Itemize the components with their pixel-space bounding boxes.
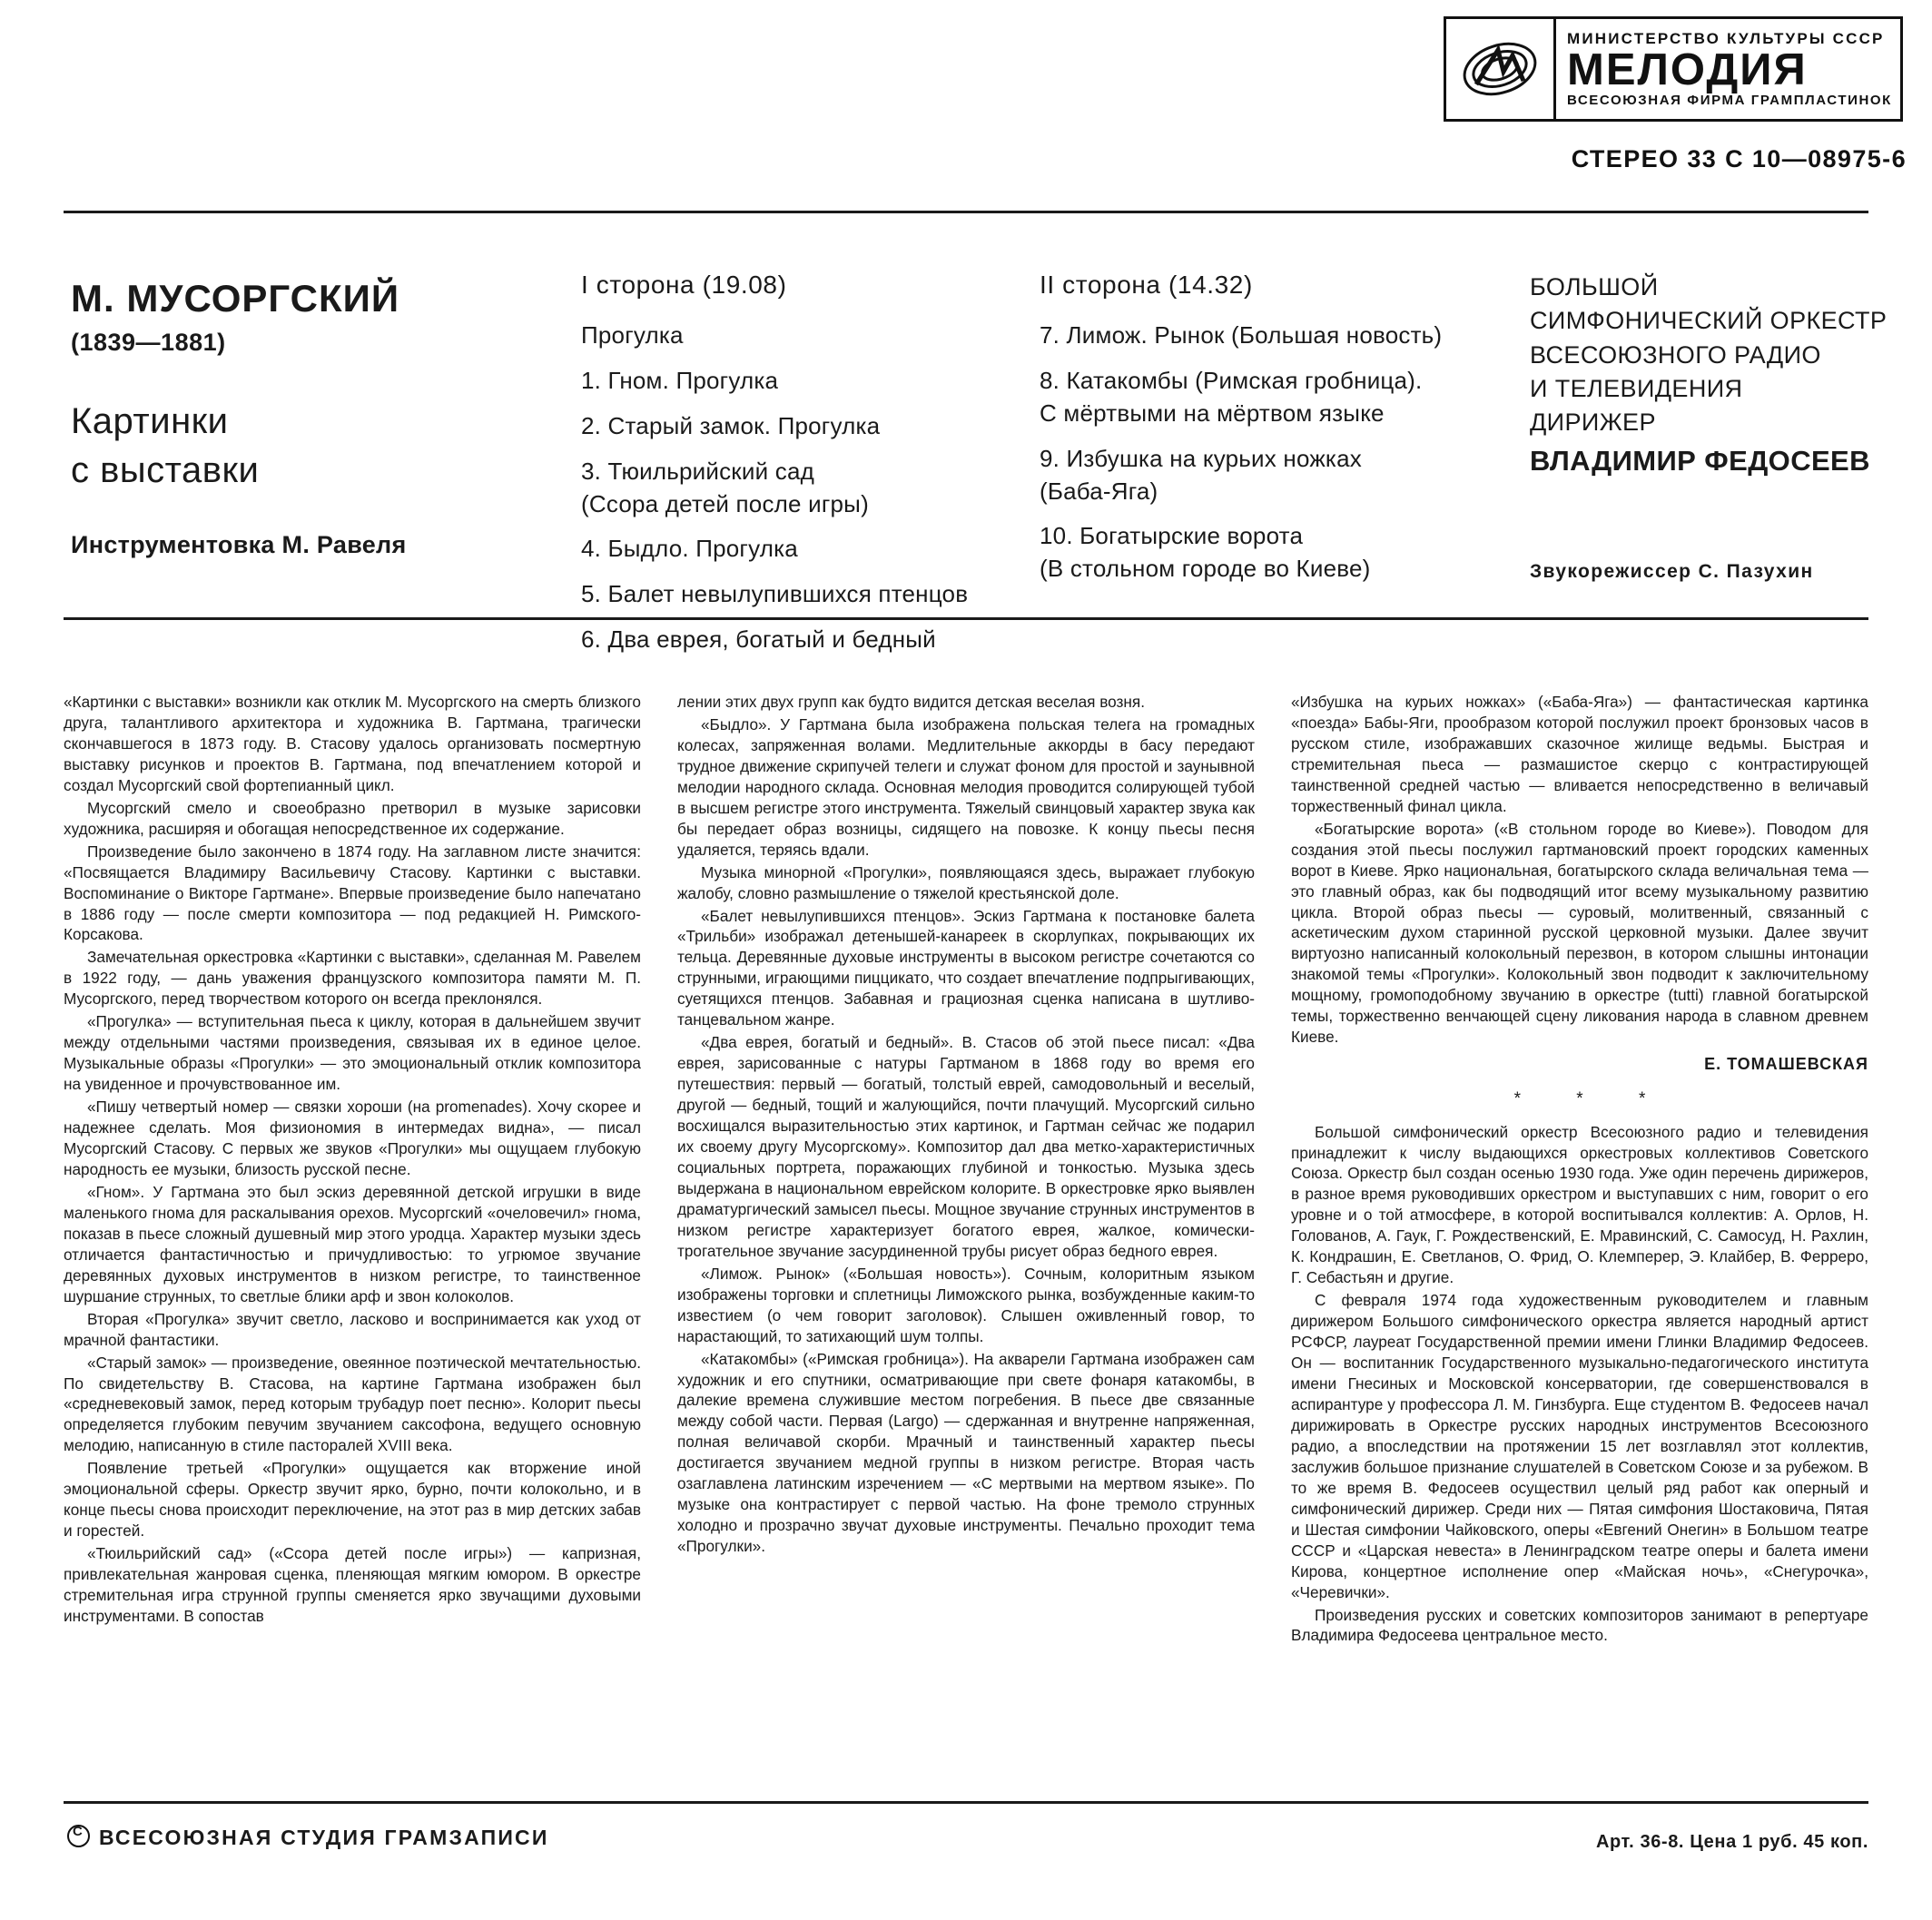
track-item	[581, 533, 1026, 566]
paragraph: «Быдло». У Гартмана была изображена польская телега на громадных колесах, запряженная волами. Медлительные аккорды в басу передают трудное движение скрипучей телеги и служат фоном для простой и заунывной мелодии народного склада. Основная мелодия проводится солирующей тубой в высшем регистре этого инструмента. Тяжелый свинцовый характер звука как бы передает образ возницы, сидящего на повозке. К концу пьесы песня удаляется, теряясь вдали.	[677, 714, 1255, 859]
divider-bottom	[64, 1801, 1868, 1804]
catalog-number: СТЕРЕО 33 С 10—08975-6	[1571, 145, 1907, 172]
track-title: 6. Два еврея, богатый и бедный	[581, 625, 936, 654]
paragraph: «Прогулка» — вступительная пьеса к циклу, которая в дальнейшем звучит между отдельными частями произведения, связывая их в единое целое. Музыкальные образы «Прогулки» — это эмоциональный отклик композитора на увиденное и прочувствованное им.	[64, 1012, 641, 1094]
divider-middle	[64, 617, 1868, 620]
side-2-tracklist	[1040, 271, 1512, 598]
track-item	[581, 410, 1026, 443]
paragraph: лении этих двух групп как будто видится детская веселая возня.	[677, 693, 1145, 711]
side-1-tracklist	[581, 271, 1026, 669]
paragraph: Произведения русских и советских композиторов занимают в репертуаре Владимира Федосеева центральное место.	[1291, 1605, 1868, 1645]
paragraph: «Пишу четвертый номер — связки хороши (на promenades). Хочу скорее и надежнее сделать. Моя физиономия в интермедах видна», — писал Мусоргский Стасову. С первых же звуков «Прогулки» мы ощущаем глубокую народность ее музыки, близость русской песне.	[64, 1098, 641, 1178]
orchestra-line-2: СИМФОНИЧЕСКИЙ ОРКЕСТР	[1530, 307, 1888, 335]
paragraph: Большой симфонический оркестр Всесоюзного радио и телевидения принадлежит к числу выдающихся оркестровых коллективов Советского Союза. Оркестр был создан осенью 1930 года. Уже один перечень дирижеров, в разное время руководивших оркестром и выступавших с ним, говорит о его уровне и о той атмосфере, в которой воспитывался коллектив: А. Орлов, Н. Голованов, А. Гаук, Г. Рождественский, Е. Мравинский, С. Самосуд, Н. Рахлин, К. Кондрашин, Е. Светланов, О. Фрид, О. Клемперер, Э. Клайбер, В. Ферреро, Г. Себастьян и другие.	[1291, 1122, 1868, 1287]
track-item	[581, 365, 1026, 398]
paragraph: Произведение было закончено в 1874 году. На заглавном листе значится: «Посвящается Владимиру Васильевичу Стасову. Картинки с выставки. Воспоминание о Викторе Гартмане». Впервые произведение было напечатано в 1886 году — после смерти композитора — под редакцией Н. Римского-Корсакова.	[64, 842, 641, 944]
track-item	[1040, 320, 1512, 352]
header-area	[64, 261, 1888, 654]
track-title: 1. Гном. Прогулка	[581, 366, 779, 394]
track-item	[581, 320, 1026, 352]
conductor-name: ВЛАДИМИР ФЕДОСЕЕВ	[1530, 445, 1870, 478]
track-title: 2. Старый замок. Прогулка	[581, 411, 881, 439]
composer-name: М. МУСОРГСКИЙ	[71, 277, 400, 320]
track-item	[1040, 365, 1512, 430]
paragraph: Музыка минорной «Прогулки», появляющаяся здесь, выражает глубокую жалобу, словно размышление о тяжелой крестьянской доле.	[677, 862, 1255, 902]
paragraph: «Два еврея, богатый и бедный». В. Стасов об этой пьесе писал: «Два еврея, зарисованные с натуры Гартманом в 1868 году во время его путешествия: первый — богатый, толстый еврей, самодовольный и веселый, другой — бедный, тощий и жалующийся, почти плачущий. Мусоргский сильно восхищался выразительностью этих картинок, и Гартман сейчас же подарил их своему другу Мусоргскому». Композитор дал два метко-характеристичных социальных портрета, поражающих глубиной и тонкостью. Музыка здесь выдержана в национальном еврейском колорите. В оркестровке ярко выявлен драматургический замысел пьесы. Мощное звучание струнных инструментов в низком регистре характеризует богатого еврея, жалкое, комически-трогательное звучание засурдиненной трубы рисует образ бедного еврея.	[677, 1033, 1255, 1260]
track-title: 8. Катакомбы (Римская гробница).	[1040, 366, 1423, 394]
track-title: 5. Балет невылупившихся птенцов	[581, 580, 969, 608]
track-subtitle: (В стольном городе во Киеве)	[1040, 555, 1371, 583]
track-item	[581, 456, 1026, 521]
instrumentation-credit: Инструментовка М. Равеля	[71, 531, 407, 559]
track-subtitle: (Ссора детей после игры)	[581, 489, 869, 517]
paragraph: «Катакомбы» («Римская гробница»). На акварели Гартмана изображен сам художник и его спутники, осматривающие при свете фонаря катакомбы, в далекие времена служившие местом погребения. В пьесе две связанные между собой части. Первая (Largo) — сдержанная и внутренне напряженная, полная величавой скорби. Мрачный и таинственный характер пьесы достигается звучанием медной группы в низком регистре. Вторая часть озаглавлена латинским изречением — «С мертвыми на мертвом языке». По музыке она контрастирует с первой частью. На фоне тремоло струнных холодно и прозрачно звучат духовые инструменты. Печально проходит тема «Прогулки».	[677, 1349, 1255, 1556]
paragraph: «Старый замок» — произведение, овеянное поэтической мечтательностью. По свидетельству В. Стасова, на картине Гартмана изображен был «средневековый замок, перед которым трубадур поет песню». Колорит пьесы определяется глубоким певучим звучанием саксофона, ведущего основную мелодию, написанную в стиле пасторалей XVIII века.	[64, 1353, 641, 1455]
work-title	[71, 397, 516, 495]
paragraph: «Картинки с выставки» возникли как отклик М. Мусоргского на смерть близкого друга, талантливого архитектора и художника В. Гартмана, трагически скончавшегося в 1873 году. В. Стасову удалось организовать посмертную выставку рисунков и проектов В. Гартмана, под впечатлением которой и создал Мусоргский свой фортепианный цикл.	[64, 693, 641, 794]
article-price: Арт. 36-8. Цена 1 руб. 45 коп.	[1595, 1832, 1868, 1852]
orchestra-line-4: И ТЕЛЕВИДЕНИЯ	[1530, 374, 1743, 402]
performers-column	[1530, 271, 1929, 583]
track-subtitle: (Баба-Яга)	[1040, 477, 1158, 505]
notes-signature: Е. ТОМАШЕВСКАЯ	[1704, 1055, 1868, 1074]
track-title: 10. Богатырские ворота	[1040, 522, 1304, 550]
section-separator: * * *	[1513, 1089, 1671, 1109]
track-title: 3. Тюильрийский сад	[581, 457, 814, 485]
track-item	[1040, 443, 1512, 508]
paragraph: Замечательная оркестровка «Картинки с выставки», сделанная М. Равелем в 1922 году, — дань уважения французского композитора памяти М. П. Мусоргского, перед творчеством которого он всегда преклонялся.	[64, 948, 641, 1009]
work-title-line2: с выставки	[71, 450, 260, 491]
paragraph: «Богатырские ворота» («В стольном городе во Киеве»). Поводом для создания этой пьесы послужил гартмановский проект городских каменных ворот в Киеве. Ярко национальная, богатырского склада величальная тема — это главный образ, как бы подводящий итог всему музыкальному развитию цикла. Второй образ пьесы — суровый, молитвенный, связанный с аскетическим духом старинной русской церковной музыки. Далее звучит виртуозно написанный колокольный перезвон, в котором слышны интонации знакомой темы «Прогулки». Колокольный звон подводит к заключительному мощному, громоподобному звучанию в оркестре (tutti) главной богатырской темы, торжественно венчающей сцену ликования народа в славном древнем Киеве.	[1291, 819, 1868, 1047]
liner-notes	[64, 692, 1868, 1772]
composer-years: (1839—1881)	[71, 329, 226, 357]
track-title: Прогулка	[581, 321, 684, 349]
studio-credit	[67, 1825, 549, 1850]
paragraph: «Гном». У Гартмана это был эскиз деревянной детской игрушки в виде маленького гнома для раскалывания орехов. Мусоргский «очеловечил» гнома, показав в пьесе сложный душевный мир этого уродца. Характер музыки здесь отличается фантастичностью и причудливостью: то угрюмое звучание деревянных духовых инструментов в низком регистре, то таинственное шуршание струнных, то светлые блики арф и звон колоколов.	[64, 1182, 641, 1305]
track-title: 7. Лимож. Рынок (Большая новость)	[1040, 321, 1443, 349]
title-column	[71, 278, 516, 559]
brand-name: МЕЛОДИЯ	[1567, 44, 1808, 94]
track-subtitle: С мёртвыми на мёртвом языке	[1040, 399, 1385, 427]
paragraph: «Балет невылупившихся птенцов». Эскиз Гартмана к постановке балета «Трильби» изображал детенышей-канареек в скорлупках, покрывающих их тельца. Деревянные духовые инструменты в высоком регистре сочетаются со струнными, играющими пиццикато, что создает впечатление подпрыгивающих, суетящихся птенцов. Забавная и грациозная сценка написана в шутливо-танцевальном жанре.	[677, 906, 1255, 1029]
melodiya-logo-icon	[1446, 19, 1556, 119]
copyright-icon	[67, 1825, 90, 1847]
ministry-line: МИНИСТЕРСТВО КУЛЬТУРЫ СССР	[1567, 29, 1885, 47]
track-item	[581, 624, 1026, 656]
brand-subtitle: ВСЕСОЮЗНАЯ ФИРМА ГРАМПЛАСТИНОК	[1567, 93, 1892, 109]
notes-column-3	[1291, 692, 1868, 1772]
track-title: 4. Быдло. Прогулка	[581, 535, 798, 563]
work-title-line1: Картинки	[71, 401, 229, 442]
orchestra-line-3: ВСЕСОЮЗНОГО РАДИО	[1530, 340, 1821, 369]
melodiya-logo-text	[1556, 19, 1900, 119]
studio-name: ВСЕСОЮЗНАЯ СТУДИЯ ГРАМЗАПИСИ	[99, 1826, 549, 1849]
notes-column-1	[64, 692, 641, 1772]
paragraph: С февраля 1974 года художественным руководителем и главным дирижером Большого симфонического оркестра является народный артист РСФСР, лауреат Государственной премии имени Глинки Владимир Федосеев. Он — воспитанник Государственного музыкально-педагогического института имени Гнесиных и Московской консерватории, где совершенствовался в аспирантуре у профессора Л. М. Гинзбурга. Еще студентом В. Федосеев начал дирижировать в Оркестре русских народных инструментов Всесоюзного радио, а впоследствии на протяжении 15 лет возглавлял этот коллектив, заслужив большое признание слушателей в Советском Союзе и за рубежом. В то же время В. Федосеев осуществил целый ряд работ как оперный и симфонический дирижер. Среди них — Пятая симфония Шостаковича, Пятая и Шестая симфонии Чайковского, оперы «Евгений Онегин» в Большом театре СССР и «Царская невеста» в Ленинградском театре оперы и балета имени Кирова, концертное исполнение опер «Майская ночь», «Снегурочка», «Черевички».	[1291, 1291, 1868, 1601]
melodiya-logo-block	[1444, 16, 1903, 122]
paragraph: «Избушка на курьих ножках» («Баба-Яга») — фантастическая картинка «поезда» Бабы-Яги, прообразом которой послужил проект бронзовых часов в русском стиле, изображавших сказочное жилище ведьмы. Быстрая и стремительная пьеса — размашистое скерцо с контрастирующей таинственной средней частью — вливается непосредственно в величавый торжественный финал цикла.	[1291, 693, 1868, 815]
notes-column-2	[677, 692, 1255, 1772]
paragraph: «Тюильрийский сад» («Ссора детей после игры») — капризная, привлекательная жанровая сценка, пленяющая мягким юмором. В оркестре стремительная игра струнной группы сменяется ярко звучащими духовыми инструментами. В сопостав	[64, 1544, 641, 1625]
track-item	[581, 578, 1026, 611]
side-1-heading: I сторона (19.08)	[581, 271, 787, 299]
paragraph: «Лимож. Рынок» («Большая новость»). Сочным, колоритным языком изображены торговки и сплетницы Лиможского рынка, возбужденные каким-то известием (о чем говорит заголовок). Слышен оживленный говор, то нарастающий, то затихающий шум толпы.	[677, 1264, 1255, 1345]
sound-engineer-credit: Звукорежиссер С. Пазухин	[1530, 561, 1814, 583]
paragraph: Появление третьей «Прогулки» ощущается как вторжение иной эмоциональной сферы. Оркестр звучит ярко, бурно, почти колокольно, и в конце пьесы снова происходит переключение, на этот раз в мир детских забав и горестей.	[64, 1459, 641, 1541]
track-item	[1040, 520, 1512, 586]
orchestra-line-1: БОЛЬШОЙ	[1530, 273, 1659, 300]
paragraph: Вторая «Прогулка» звучит светло, ласково и воспринимается как уход от мрачной фантастики.	[64, 1309, 641, 1349]
divider-top	[64, 211, 1868, 213]
side-2-heading: II сторона (14.32)	[1040, 271, 1253, 299]
paragraph: Мусоргский смело и своеобразно претворил в музыке зарисовки художника, расширяя и обогащая непосредственное их содержание.	[64, 798, 641, 838]
track-title: 9. Избушка на курьих ножках	[1040, 444, 1362, 472]
conductor-label: ДИРИЖЕР	[1530, 409, 1656, 436]
